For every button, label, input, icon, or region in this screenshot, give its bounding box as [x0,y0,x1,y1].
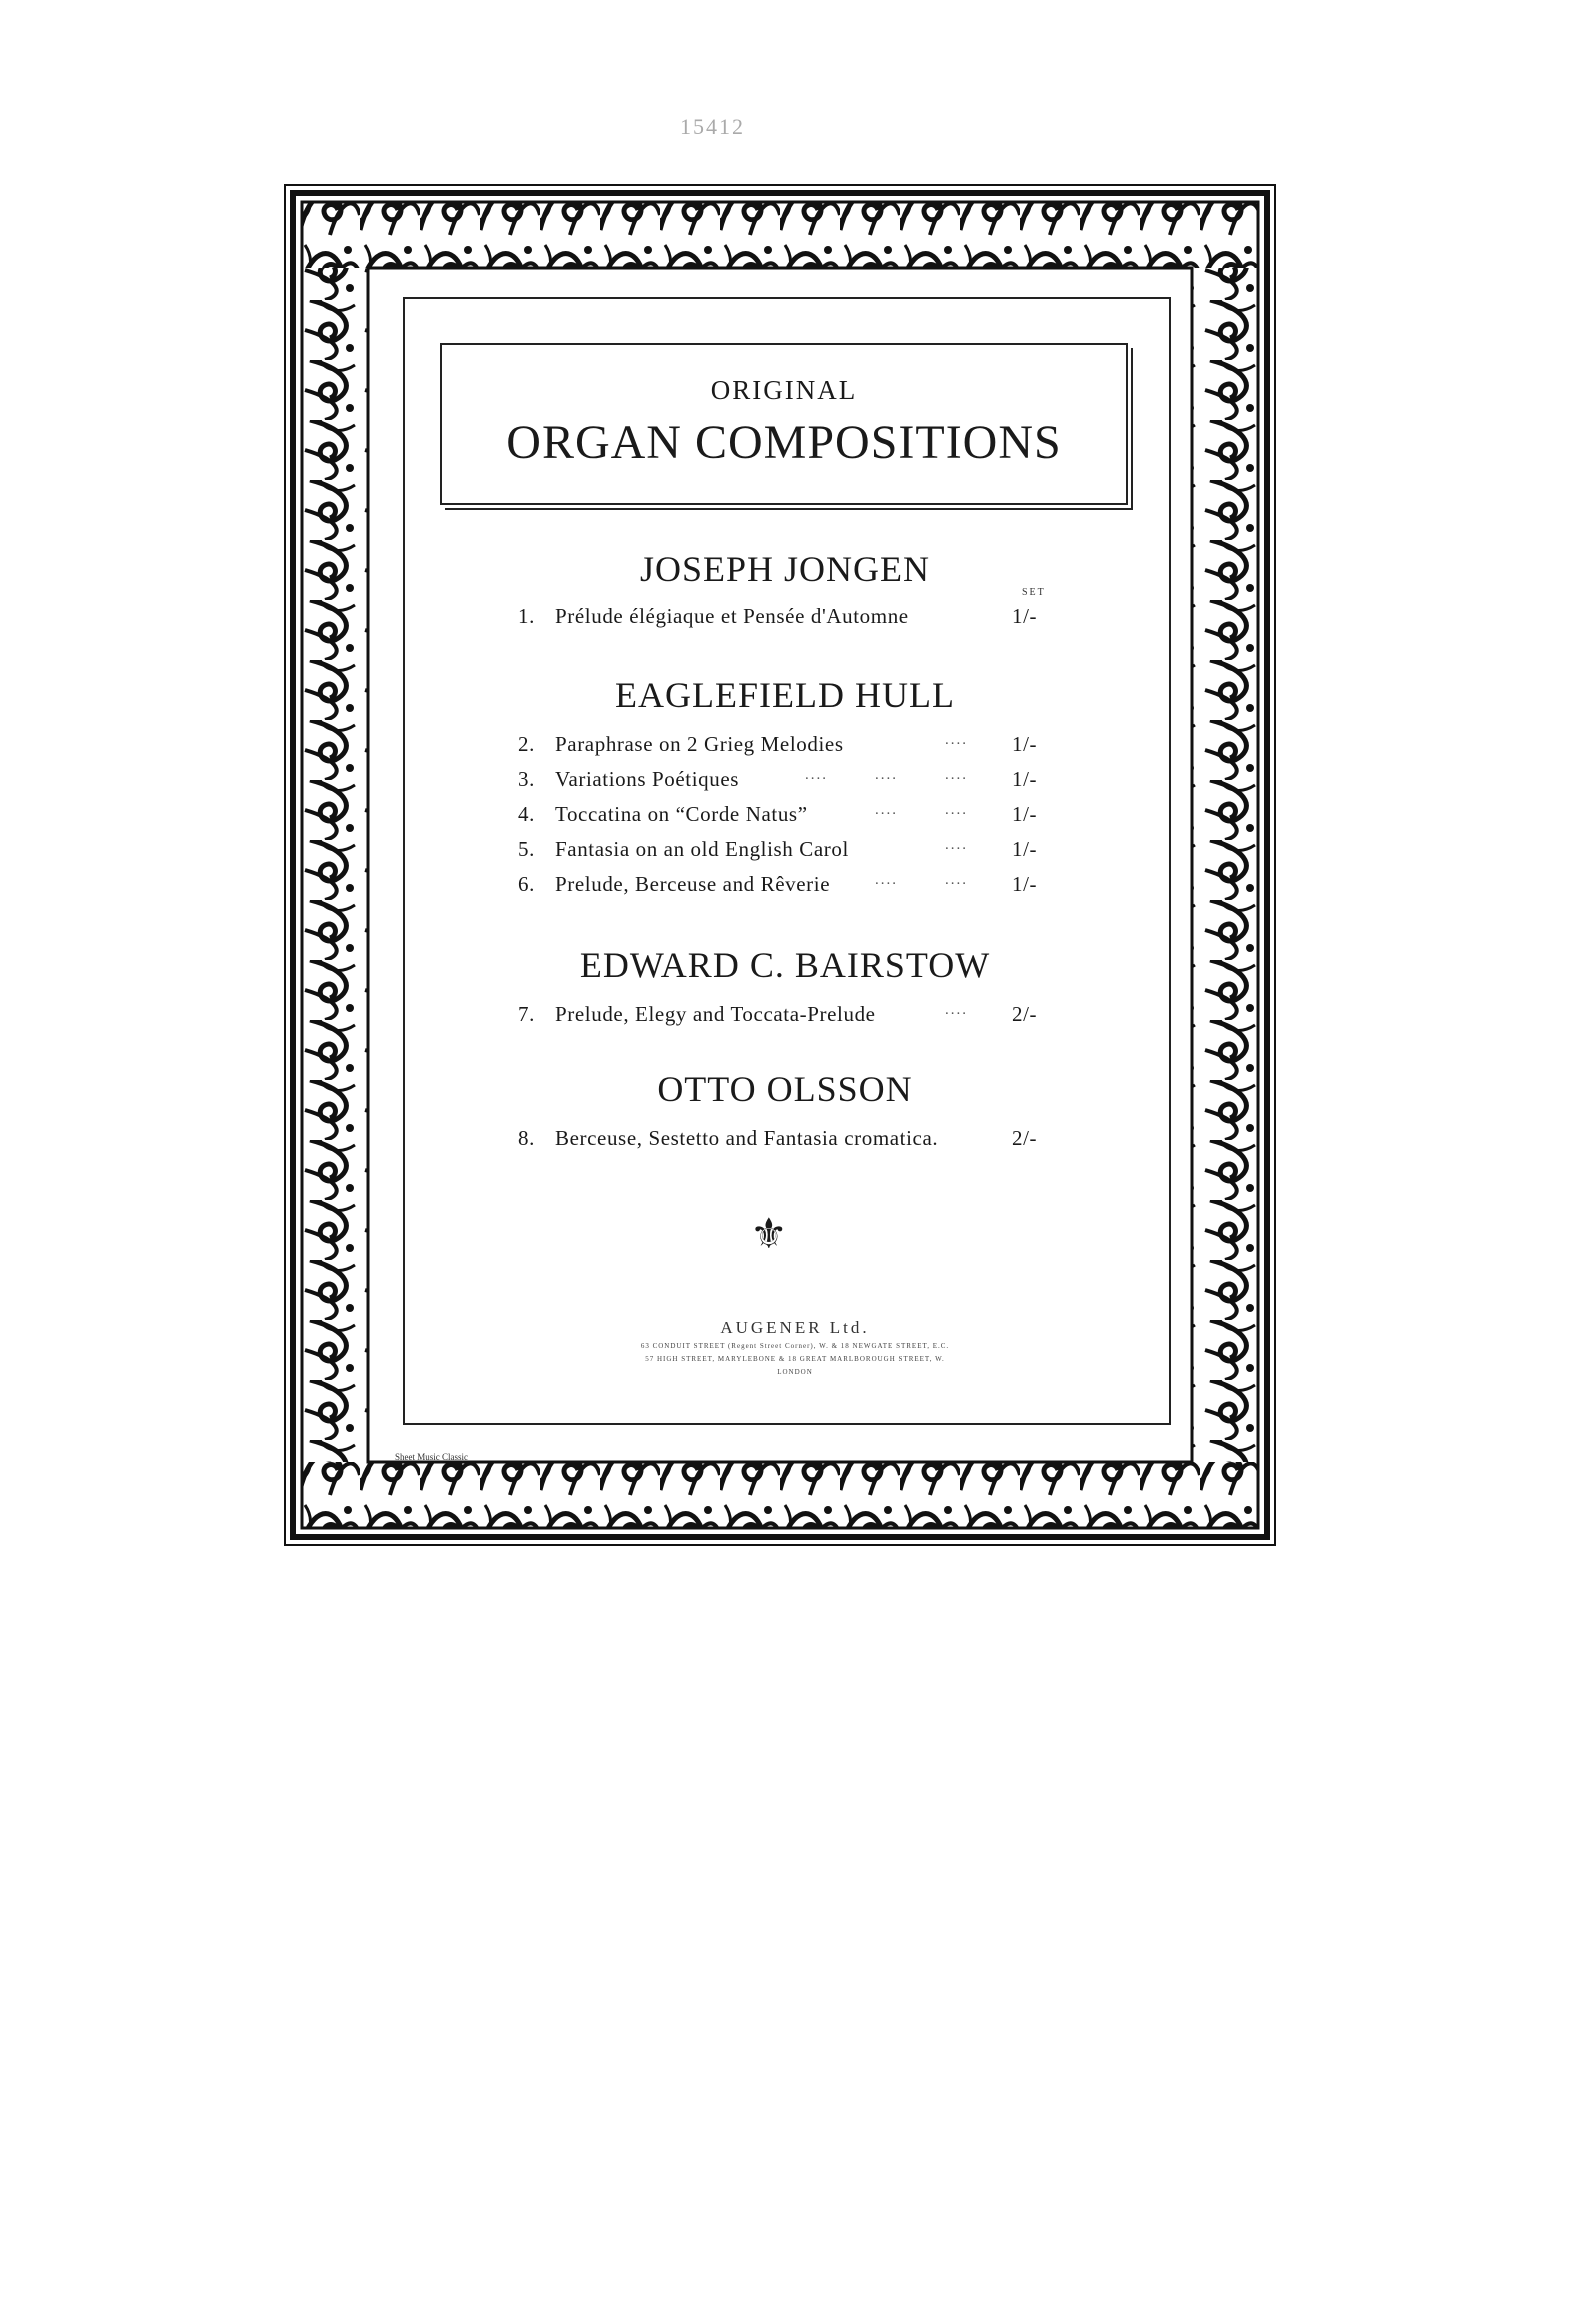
work-title: Prelude, Elegy and Toccata-Prelude [555,1002,876,1026]
dot-leader: .... [945,732,968,748]
composer-heading: EDWARD C. BAIRSTOW [579,945,991,985]
work-number: 1. [518,604,535,628]
work-price: 1/- [1012,837,1038,861]
title-subtitle: ORIGINAL [710,375,858,405]
publisher-name: AUGENER Ltd. [720,1318,870,1337]
dot-leader: .... [875,802,898,818]
work-title: Berceuse, Sestetto and Fantasia cromatica. [555,1126,939,1150]
composer-heading: OTTO OLSSON [657,1069,913,1109]
work-title: Toccatina on “Corde Natus” [555,802,808,826]
dot-leader: .... [945,1002,968,1018]
dot-leader: .... [875,872,898,888]
publisher-city: LONDON [777,1368,813,1376]
dot-leader: .... [945,802,968,818]
work-price: 1/- [1012,767,1038,791]
publisher-address: 63 CONDUIT STREET (Regent Street Corner), W. & 18 NEWGATE STREET, E.C. [640,1342,950,1350]
dot-leader: .... [875,767,898,783]
work-number: 5. [518,837,535,861]
work-price: 1/- [1012,732,1038,756]
dot-leader: .... [945,872,968,888]
work-title: Prelude, Berceuse and Rêverie [555,872,831,896]
list-item [505,604,1060,634]
work-number: 7. [518,1002,535,1026]
footer-note: Sheet Music Classic [395,1452,468,1462]
composer-heading: JOSEPH JONGEN [639,549,931,589]
work-number: 3. [518,767,535,791]
composer-heading: EAGLEFIELD HULL [615,675,955,715]
work-price: 2/- [1012,1002,1038,1026]
work-price: 2/- [1012,1126,1038,1150]
dot-leader: .... [945,837,968,853]
list-item [505,837,1060,867]
work-number: 6. [518,872,535,896]
publisher-address: 57 HIGH STREET, MARYLEBONE & 18 GREAT MARLBOROUGH STREET, W. [645,1355,945,1363]
work-title: Variations Poétiques [555,767,740,791]
work-number: 8. [518,1126,535,1150]
work-price: 1/- [1012,604,1038,628]
page-title: ORGAN COMPOSITIONS [506,416,1062,469]
work-title: Paraphrase on 2 Grieg Melodies [555,732,844,756]
work-title: Prélude élégiaque et Pensée d'Automne [555,604,909,628]
work-title: Fantasia on an old English Carol [555,837,849,861]
dot-leader: .... [805,767,828,783]
title-box [440,343,1128,505]
list-item [505,1126,1060,1156]
list-item [505,802,1060,832]
work-number: 4. [518,802,535,826]
work-number: 2. [518,732,535,756]
library-stamp: 15412 [680,114,745,139]
list-item [505,1002,1060,1032]
set-label: SET [1022,587,1046,598]
list-item [505,732,1060,762]
fleuron-icon: ⚜ [750,1212,788,1258]
dot-leader: .... [945,767,968,783]
list-item [505,872,1060,902]
work-price: 1/- [1012,802,1038,826]
list-item [505,767,1060,797]
work-price: 1/- [1012,872,1038,896]
